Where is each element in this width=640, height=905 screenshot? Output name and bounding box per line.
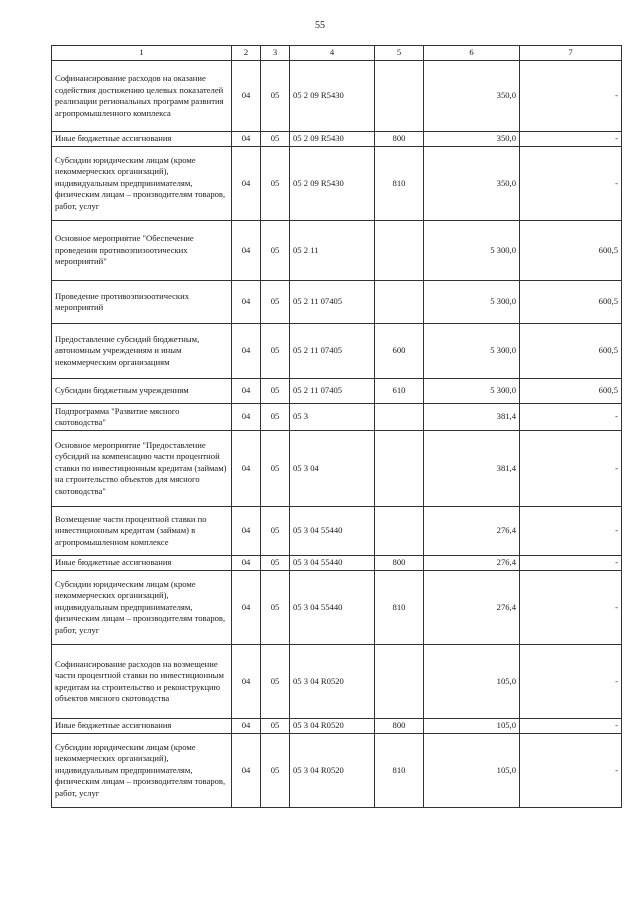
table-row bbox=[52, 221, 622, 281]
expense-type-cell: 800 bbox=[375, 556, 424, 571]
row-name-cell: Субсидии юридическим лицам (кроме некоммерческих организаций), индивидуальным предпринимателям, физическим лицам – производителям товаров, работ, услуг bbox=[52, 734, 232, 808]
section-code-cell: 04 bbox=[232, 719, 261, 734]
target-article-cell: 05 3 bbox=[290, 404, 375, 431]
row-name-cell: Иные бюджетные ассигнования bbox=[52, 719, 232, 734]
header-cell: 5 bbox=[375, 46, 424, 61]
header-row bbox=[52, 46, 622, 61]
section-code-cell: 04 bbox=[232, 734, 261, 808]
amount-cell: 105,0 bbox=[424, 645, 520, 719]
executed-amount-cell: 600,5 bbox=[520, 324, 622, 379]
expense-type-cell: 810 bbox=[375, 734, 424, 808]
subsection-code-cell: 05 bbox=[261, 404, 290, 431]
executed-amount-cell: - bbox=[520, 431, 622, 507]
section-code-cell: 04 bbox=[232, 147, 261, 221]
amount-cell: 350,0 bbox=[424, 132, 520, 147]
subsection-code-cell: 05 bbox=[261, 571, 290, 645]
section-code-cell: 04 bbox=[232, 507, 261, 556]
amount-cell: 276,4 bbox=[424, 571, 520, 645]
expense-type-cell bbox=[375, 507, 424, 556]
executed-amount-cell: - bbox=[520, 719, 622, 734]
target-article-cell: 05 2 11 07405 bbox=[290, 379, 375, 404]
header-cell: 2 bbox=[232, 46, 261, 61]
amount-cell: 381,4 bbox=[424, 431, 520, 507]
row-name-cell: Субсидии бюджетным учреждениям bbox=[52, 379, 232, 404]
target-article-cell: 05 3 04 55440 bbox=[290, 571, 375, 645]
row-name-cell: Подпрограмма "Развитие мясного скотоводства" bbox=[52, 404, 232, 431]
row-name-cell: Предоставление субсидий бюджетным, автономным учреждениям и иным некоммерческим организациям bbox=[52, 324, 232, 379]
section-code-cell: 04 bbox=[232, 645, 261, 719]
amount-cell: 105,0 bbox=[424, 734, 520, 808]
target-article-cell: 05 3 04 R0520 bbox=[290, 645, 375, 719]
subsection-code-cell: 05 bbox=[261, 556, 290, 571]
section-code-cell: 04 bbox=[232, 132, 261, 147]
section-code-cell: 04 bbox=[232, 61, 261, 132]
table-row bbox=[52, 61, 622, 132]
table-row bbox=[52, 556, 622, 571]
expense-type-cell bbox=[375, 221, 424, 281]
section-code-cell: 04 bbox=[232, 556, 261, 571]
header-cell: 6 bbox=[424, 46, 520, 61]
table-row bbox=[52, 734, 622, 808]
subsection-code-cell: 05 bbox=[261, 431, 290, 507]
executed-amount-cell: - bbox=[520, 61, 622, 132]
expense-type-cell bbox=[375, 404, 424, 431]
expense-type-cell: 610 bbox=[375, 379, 424, 404]
subsection-code-cell: 05 bbox=[261, 719, 290, 734]
executed-amount-cell: - bbox=[520, 645, 622, 719]
executed-amount-cell: - bbox=[520, 571, 622, 645]
subsection-code-cell: 05 bbox=[261, 132, 290, 147]
expense-type-cell bbox=[375, 645, 424, 719]
row-name-cell: Субсидии юридическим лицам (кроме некоммерческих организаций), индивидуальным предпринимателям, физическим лицам – производителям товаров, работ, услуг bbox=[52, 571, 232, 645]
table-row bbox=[52, 281, 622, 324]
table-row bbox=[52, 324, 622, 379]
executed-amount-cell: - bbox=[520, 734, 622, 808]
table-row bbox=[52, 431, 622, 507]
subsection-code-cell: 05 bbox=[261, 507, 290, 556]
amount-cell: 350,0 bbox=[424, 147, 520, 221]
subsection-code-cell: 05 bbox=[261, 147, 290, 221]
target-article-cell: 05 2 11 07405 bbox=[290, 281, 375, 324]
amount-cell: 5 300,0 bbox=[424, 324, 520, 379]
table-row bbox=[52, 571, 622, 645]
expense-type-cell: 800 bbox=[375, 132, 424, 147]
table-row bbox=[52, 507, 622, 556]
table-row bbox=[52, 645, 622, 719]
row-name-cell: Проведение противоэпизоотических мероприятий bbox=[52, 281, 232, 324]
subsection-code-cell: 05 bbox=[261, 61, 290, 132]
section-code-cell: 04 bbox=[232, 281, 261, 324]
expense-type-cell: 810 bbox=[375, 147, 424, 221]
expense-type-cell bbox=[375, 61, 424, 132]
target-article-cell: 05 3 04 bbox=[290, 431, 375, 507]
executed-amount-cell: 600,5 bbox=[520, 379, 622, 404]
table-row bbox=[52, 404, 622, 431]
executed-amount-cell: 600,5 bbox=[520, 221, 622, 281]
executed-amount-cell: - bbox=[520, 507, 622, 556]
subsection-code-cell: 05 bbox=[261, 221, 290, 281]
subsection-code-cell: 05 bbox=[261, 645, 290, 719]
row-name-cell: Софинансирование расходов на возмещение части процентной ставки по инвестиционным кредитам на строительство и реконструкцию объектов мясного скотоводства bbox=[52, 645, 232, 719]
header-cell: 4 bbox=[290, 46, 375, 61]
table-row bbox=[52, 379, 622, 404]
row-name-cell: Субсидии юридическим лицам (кроме некоммерческих организаций), индивидуальным предпринимателям, физическим лицам – производителям товаров, работ, услуг bbox=[52, 147, 232, 221]
header-cell: 1 bbox=[52, 46, 232, 61]
expense-type-cell: 600 bbox=[375, 324, 424, 379]
subsection-code-cell: 05 bbox=[261, 734, 290, 808]
row-name-cell: Возмещение части процентной ставки по инвестиционным кредитам (займам) в агропромышленном комплексе bbox=[52, 507, 232, 556]
page-number: 55 bbox=[315, 20, 325, 31]
amount-cell: 5 300,0 bbox=[424, 281, 520, 324]
header-cell: 7 bbox=[520, 46, 622, 61]
section-code-cell: 04 bbox=[232, 324, 261, 379]
subsection-code-cell: 05 bbox=[261, 379, 290, 404]
target-article-cell: 05 2 11 bbox=[290, 221, 375, 281]
amount-cell: 276,4 bbox=[424, 556, 520, 571]
row-name-cell: Основное мероприятие "Обеспечение проведения противоэпизоотических мероприятий" bbox=[52, 221, 232, 281]
target-article-cell: 05 3 04 55440 bbox=[290, 556, 375, 571]
row-name-cell: Иные бюджетные ассигнования bbox=[52, 556, 232, 571]
target-article-cell: 05 2 09 R5430 bbox=[290, 61, 375, 132]
target-article-cell: 05 3 04 55440 bbox=[290, 507, 375, 556]
section-code-cell: 04 bbox=[232, 379, 261, 404]
expense-type-cell bbox=[375, 281, 424, 324]
expense-type-cell: 810 bbox=[375, 571, 424, 645]
target-article-cell: 05 2 11 07405 bbox=[290, 324, 375, 379]
executed-amount-cell: - bbox=[520, 147, 622, 221]
expense-type-cell: 800 bbox=[375, 719, 424, 734]
section-code-cell: 04 bbox=[232, 571, 261, 645]
section-code-cell: 04 bbox=[232, 431, 261, 507]
table-row bbox=[52, 132, 622, 147]
row-name-cell: Основное мероприятие "Предоставление субсидий на компенсацию части процентной ставки по инвестиционным кредитам (займам) на строительство объектов для мясного скотоводства" bbox=[52, 431, 232, 507]
amount-cell: 276,4 bbox=[424, 507, 520, 556]
amount-cell: 105,0 bbox=[424, 719, 520, 734]
executed-amount-cell: - bbox=[520, 556, 622, 571]
executed-amount-cell: - bbox=[520, 132, 622, 147]
amount-cell: 5 300,0 bbox=[424, 221, 520, 281]
executed-amount-cell: - bbox=[520, 404, 622, 431]
budget-table bbox=[51, 45, 622, 808]
target-article-cell: 05 2 09 R5430 bbox=[290, 132, 375, 147]
target-article-cell: 05 3 04 R0520 bbox=[290, 734, 375, 808]
row-name-cell: Софинансирование расходов на оказание содействия достижению целевых показателей реализации региональных программ развития агропромышленного комплекса bbox=[52, 61, 232, 132]
target-article-cell: 05 3 04 R0520 bbox=[290, 719, 375, 734]
table-row bbox=[52, 147, 622, 221]
expense-type-cell bbox=[375, 431, 424, 507]
subsection-code-cell: 05 bbox=[261, 281, 290, 324]
header-cell: 3 bbox=[261, 46, 290, 61]
subsection-code-cell: 05 bbox=[261, 324, 290, 379]
amount-cell: 381,4 bbox=[424, 404, 520, 431]
row-name-cell: Иные бюджетные ассигнования bbox=[52, 132, 232, 147]
amount-cell: 350,0 bbox=[424, 61, 520, 132]
section-code-cell: 04 bbox=[232, 221, 261, 281]
target-article-cell: 05 2 09 R5430 bbox=[290, 147, 375, 221]
amount-cell: 5 300,0 bbox=[424, 379, 520, 404]
table-row bbox=[52, 719, 622, 734]
executed-amount-cell: 600,5 bbox=[520, 281, 622, 324]
section-code-cell: 04 bbox=[232, 404, 261, 431]
